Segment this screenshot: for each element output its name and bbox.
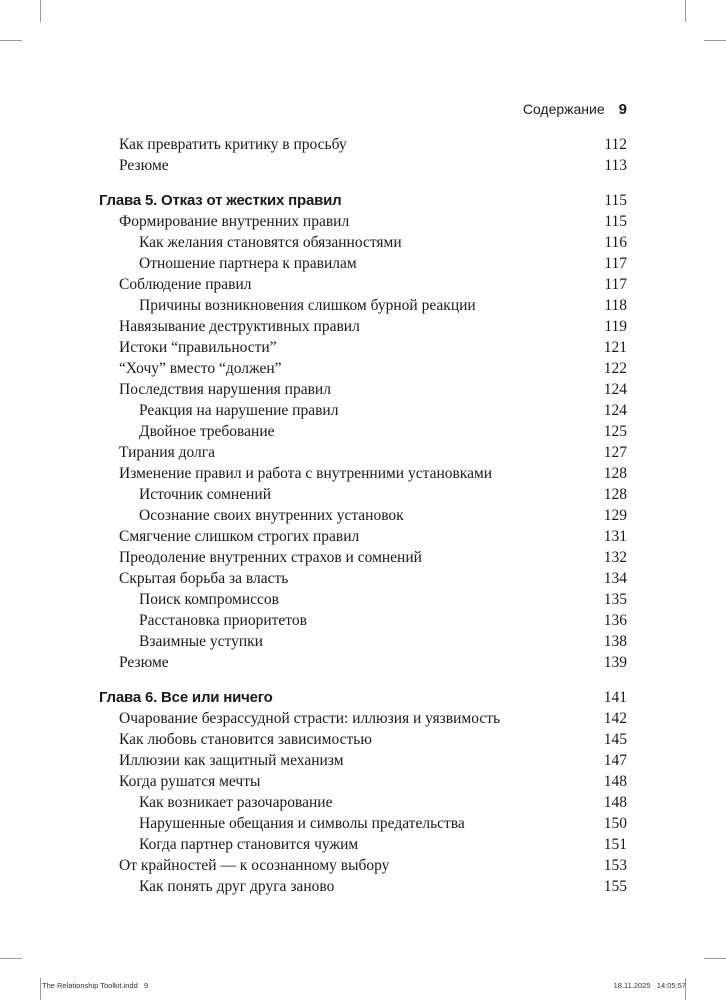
toc-entry-title: Как возникает разочарование xyxy=(139,794,333,811)
toc-entry xyxy=(0,610,726,631)
toc-entry-title: Навязывание деструктивных правил xyxy=(119,318,360,335)
crop-mark-bottom-left xyxy=(40,978,41,1000)
toc-chapter-heading xyxy=(0,687,726,708)
toc-entry-title: Тирания долга xyxy=(119,444,216,461)
toc-entry xyxy=(0,729,726,750)
toc-entry-title: Как любовь становится зависимостью xyxy=(119,731,372,748)
toc-entry-page: 129 xyxy=(603,507,627,524)
toc-entry-title: Истоки “правильности” xyxy=(119,339,277,356)
toc-entry-page: 132 xyxy=(603,549,627,566)
toc-entry-title: Соблюдение правил xyxy=(119,276,252,293)
running-head xyxy=(523,101,627,118)
toc-entry-page: 115 xyxy=(604,213,627,230)
footer-filename: The Relationship Toolkit.indd 9 xyxy=(42,981,149,990)
toc-entry-title: Глава 6. Все или ничего xyxy=(99,689,273,706)
toc-entry-page: 148 xyxy=(603,794,627,811)
toc-entry-page: 142 xyxy=(603,710,627,727)
toc-entry-title: Причины возникновения слишком бурной реакции xyxy=(139,297,476,314)
toc-entry-page: 148 xyxy=(603,773,627,790)
toc-entry xyxy=(0,400,726,421)
footer-timestamp: 18.11.2025 14:05:57 xyxy=(613,981,686,990)
toc-entry-title: Глава 5. Отказ от жестких правил xyxy=(99,192,342,209)
toc-chapter-heading xyxy=(0,190,726,211)
toc-entry-title: Преодоление внутренних страхов и сомнений xyxy=(119,549,422,566)
toc-entry xyxy=(0,379,726,400)
toc-entry xyxy=(0,547,726,568)
crop-mark-top-left xyxy=(40,0,41,22)
toc-entry-title: Как понять друг друга заново xyxy=(139,878,335,895)
toc-entry xyxy=(0,211,726,232)
toc-entry-page: 128 xyxy=(603,486,627,503)
toc-entry-title: Формирование внутренних правил xyxy=(119,213,350,230)
toc-entry-page: 127 xyxy=(603,444,627,461)
toc-entry-page: 153 xyxy=(603,857,627,874)
toc-entry xyxy=(0,631,726,652)
toc-entry-title: “Хочу” вместо “должен” xyxy=(119,360,282,377)
toc-entry-title: Нарушенные обещания и символы предательства xyxy=(139,815,465,832)
toc-entry-page: 116 xyxy=(604,234,627,251)
toc-entry-title: Скрытая борьба за власть xyxy=(119,570,289,587)
toc-entry-title: Реакция на нарушение правил xyxy=(139,402,339,419)
toc-entry-page: 118 xyxy=(604,297,627,314)
toc-entry xyxy=(0,295,726,316)
toc-entry xyxy=(0,589,726,610)
toc-entry xyxy=(0,750,726,771)
toc-entry-title: Источник сомнений xyxy=(139,486,271,503)
toc-entry-page: 136 xyxy=(603,612,627,629)
toc-entry-page: 117 xyxy=(604,255,627,272)
toc-entry xyxy=(0,771,726,792)
crop-mark-top-left-h xyxy=(0,40,22,41)
toc-entry xyxy=(0,358,726,379)
toc-entry-title: Расстановка приоритетов xyxy=(139,612,307,629)
toc-entry xyxy=(0,253,726,274)
toc-entry-page: 139 xyxy=(603,654,627,671)
toc-entry-page: 141 xyxy=(603,689,627,706)
toc-entry-page: 145 xyxy=(603,731,627,748)
toc-entry xyxy=(0,274,726,295)
section-title: Содержание xyxy=(522,101,605,117)
crop-mark-bottom-left-h xyxy=(0,958,22,959)
toc-entry xyxy=(0,652,726,673)
toc-entry xyxy=(0,505,726,526)
toc-entry-title: Изменение правил и работа с внутренними установками xyxy=(119,465,493,482)
toc-entry-title: От крайностей — к осознанному выбору xyxy=(119,857,390,874)
crop-mark-top-right xyxy=(685,0,686,22)
toc-entry xyxy=(0,134,726,155)
toc-entry-page: 121 xyxy=(603,339,627,356)
toc-entry-page: 124 xyxy=(603,381,627,398)
toc-entry-page: 138 xyxy=(603,633,627,650)
toc-entry-title: Резюме xyxy=(119,654,169,671)
toc-entry-title: Когда партнер становится чужим xyxy=(139,836,359,853)
crop-mark-top-right-h xyxy=(704,40,726,41)
toc-entry xyxy=(0,813,726,834)
toc-entry xyxy=(0,855,726,876)
toc-entry xyxy=(0,876,726,897)
toc-entry-page: 124 xyxy=(603,402,627,419)
toc-entry xyxy=(0,155,726,176)
toc-entry-page: 131 xyxy=(603,528,627,545)
toc-entry-title: Иллюзии как защитный механизм xyxy=(119,752,344,769)
toc-entry xyxy=(0,232,726,253)
toc-entry-page: 125 xyxy=(603,423,627,440)
toc-entry-title: Отношение партнера к правилам xyxy=(139,255,357,272)
toc-entry-title: Как превратить критику в просьбу xyxy=(119,136,347,153)
toc-entry-title: Очарование безрассудной страсти: иллюзия и уязвимость xyxy=(119,710,501,727)
toc-entry-title: Поиск компромиссов xyxy=(139,591,279,608)
toc-entry-title: Взаимные уступки xyxy=(139,633,263,650)
toc-entry-title: Двойное требование xyxy=(139,423,275,440)
toc-entry-title: Осознание своих внутренних установок xyxy=(139,507,404,524)
toc-entry xyxy=(0,442,726,463)
crop-mark-bottom-right-h xyxy=(704,958,726,959)
toc-entry-page: 119 xyxy=(604,318,627,335)
toc-entry-page: 117 xyxy=(604,276,627,293)
toc-entry-page: 134 xyxy=(603,570,627,587)
toc-entry xyxy=(0,526,726,547)
toc-entry xyxy=(0,463,726,484)
toc-entry xyxy=(0,834,726,855)
toc-entry xyxy=(0,792,726,813)
toc-entry-title: Последствия нарушения правил xyxy=(119,381,331,398)
toc-entry-title: Как желания становятся обязанностями xyxy=(139,234,402,251)
toc-entry xyxy=(0,484,726,505)
toc-entry xyxy=(0,337,726,358)
toc-entry xyxy=(0,316,726,337)
toc-entry-page: 115 xyxy=(604,192,627,209)
toc-entry-page: 150 xyxy=(603,815,627,832)
toc-entry-page: 113 xyxy=(604,157,627,174)
toc-entry-title: Смягчение слишком строгих правил xyxy=(119,528,360,545)
toc-entry-title: Резюме xyxy=(119,157,169,174)
toc-entry-title: Когда рушатся мечты xyxy=(119,773,261,790)
toc-entry-page: 112 xyxy=(604,136,627,153)
toc-entry-page: 122 xyxy=(603,360,627,377)
toc-entry-page: 151 xyxy=(603,836,627,853)
toc-entry xyxy=(0,421,726,442)
toc-entry xyxy=(0,708,726,729)
toc-entry-page: 155 xyxy=(603,878,627,895)
toc-entry-page: 128 xyxy=(603,465,627,482)
page-number: 9 xyxy=(618,101,627,118)
toc-entry-page: 147 xyxy=(603,752,627,769)
toc-entry xyxy=(0,568,726,589)
toc-entry-page: 135 xyxy=(603,591,627,608)
